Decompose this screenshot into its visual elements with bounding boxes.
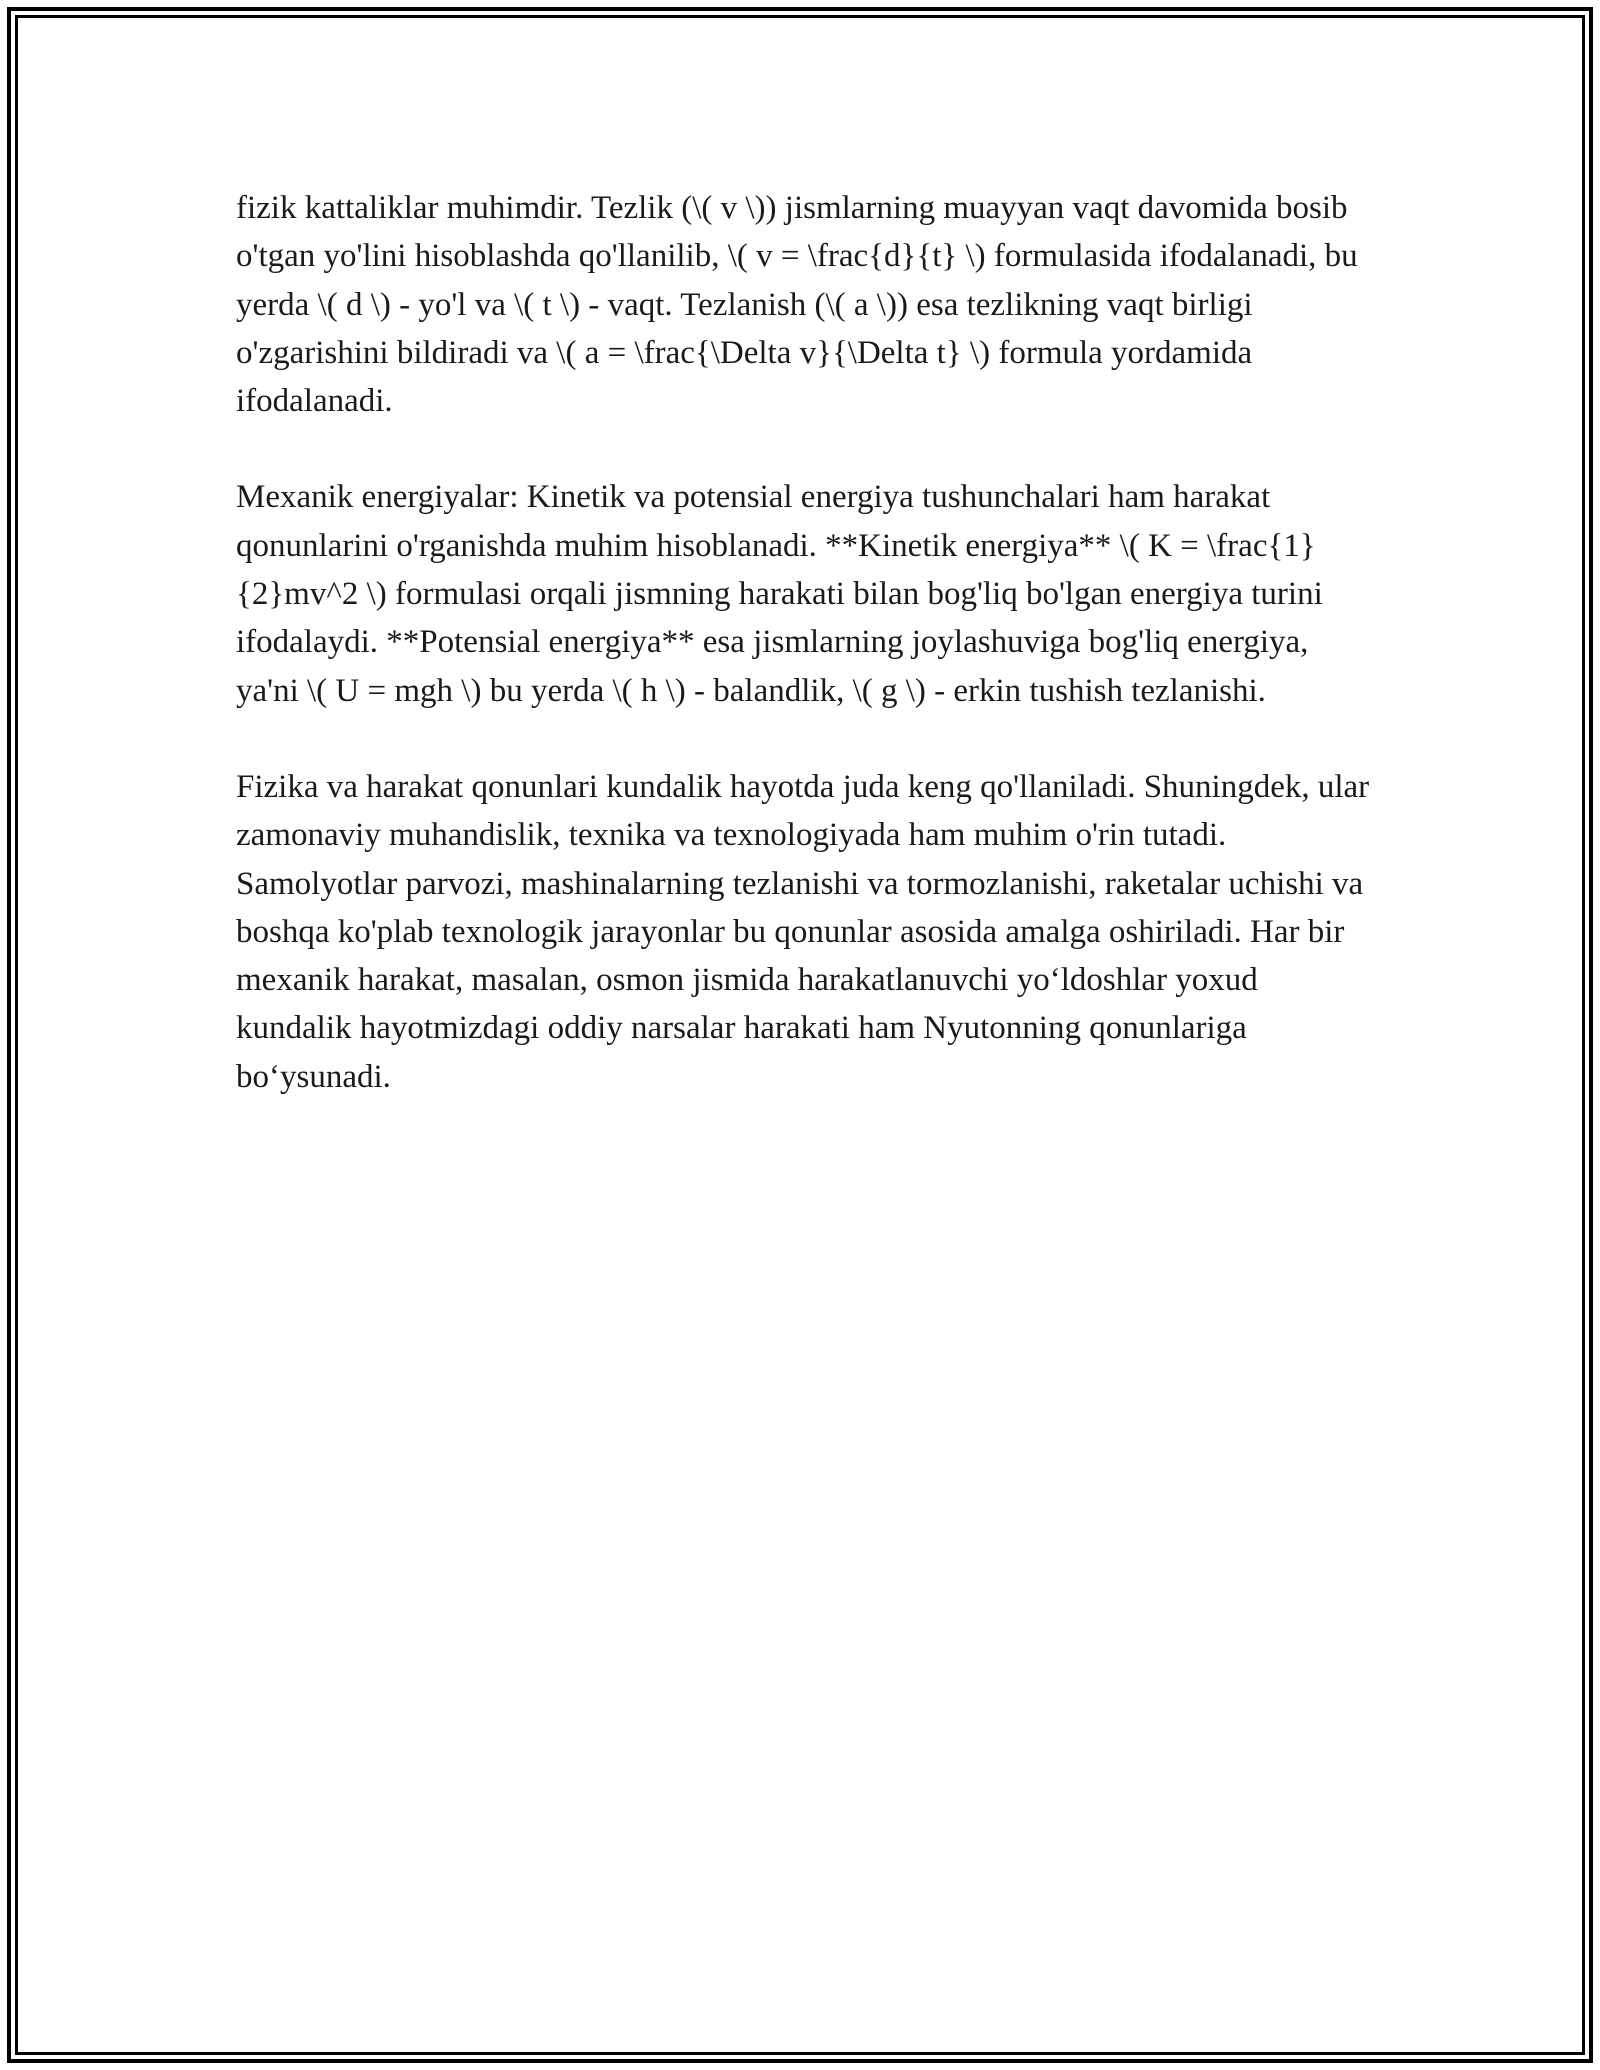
document-body <box>236 184 1376 1149</box>
paragraph-velocity-acceleration: fizik kattaliklar muhimdir. Tezlik (\( v \)) jismlarning muayyan vaqt davomida bosib o'tgan yo'lini hisoblashda qo'llanilib, \( v = \frac{d}{t} \) formulasida ifodalanadi, bu yerda \( d \) - yo'l va \( t \) - vaqt. Tezlanish (\( a \)) esa tezlikning vaqt birligi o'zgarishini bildiradi va \( a = \frac{\Delta v}{\Delta t} \) formula yordamida ifodalanadi. <box>236 190 1358 420</box>
paragraph-mechanical-energy: Mexanik energiyalar: Kinetik va potensial energiya tushunchalari ham harakat qonunlarini o'rganishda muhim hisoblanadi. **Kinetik energiya** \( K = \frac{1}{2}mv^2 \) formulasi orqali jismning harakati bilan bog'liq bo'lgan energiya turini ifodalaydi. **Potensial energiya** esa jismlarning joylashuviga bog'liq energiya, ya'ni \( U = mgh \) bu yerda \( h \) - balandlik, \( g \) - erkin tushish tezlanishi. <box>236 479 1323 709</box>
paragraph-applications: Fizika va harakat qonunlari kundalik hayotda juda keng qo'llaniladi. Shuningdek, ular zamonaviy muhandislik, texnika va texnologiyada ham muhim o'rin tutadi. Samolyotlar parvozi, mashinalarning tezlanishi va tormozlanishi, raketalar uchishi va boshqa ko'plab texnologik jarayonlar bu qonunlar asosida amalga oshiriladi. Har bir mexanik harakat, masalan, osmon jismida harakatlanuvchi yo‘ldoshlar yoxud kundalik hayotmizdagi oddiy narsalar harakati ham Nyutonning qonunlariga bo‘ysunadi. <box>236 768 1370 1095</box>
